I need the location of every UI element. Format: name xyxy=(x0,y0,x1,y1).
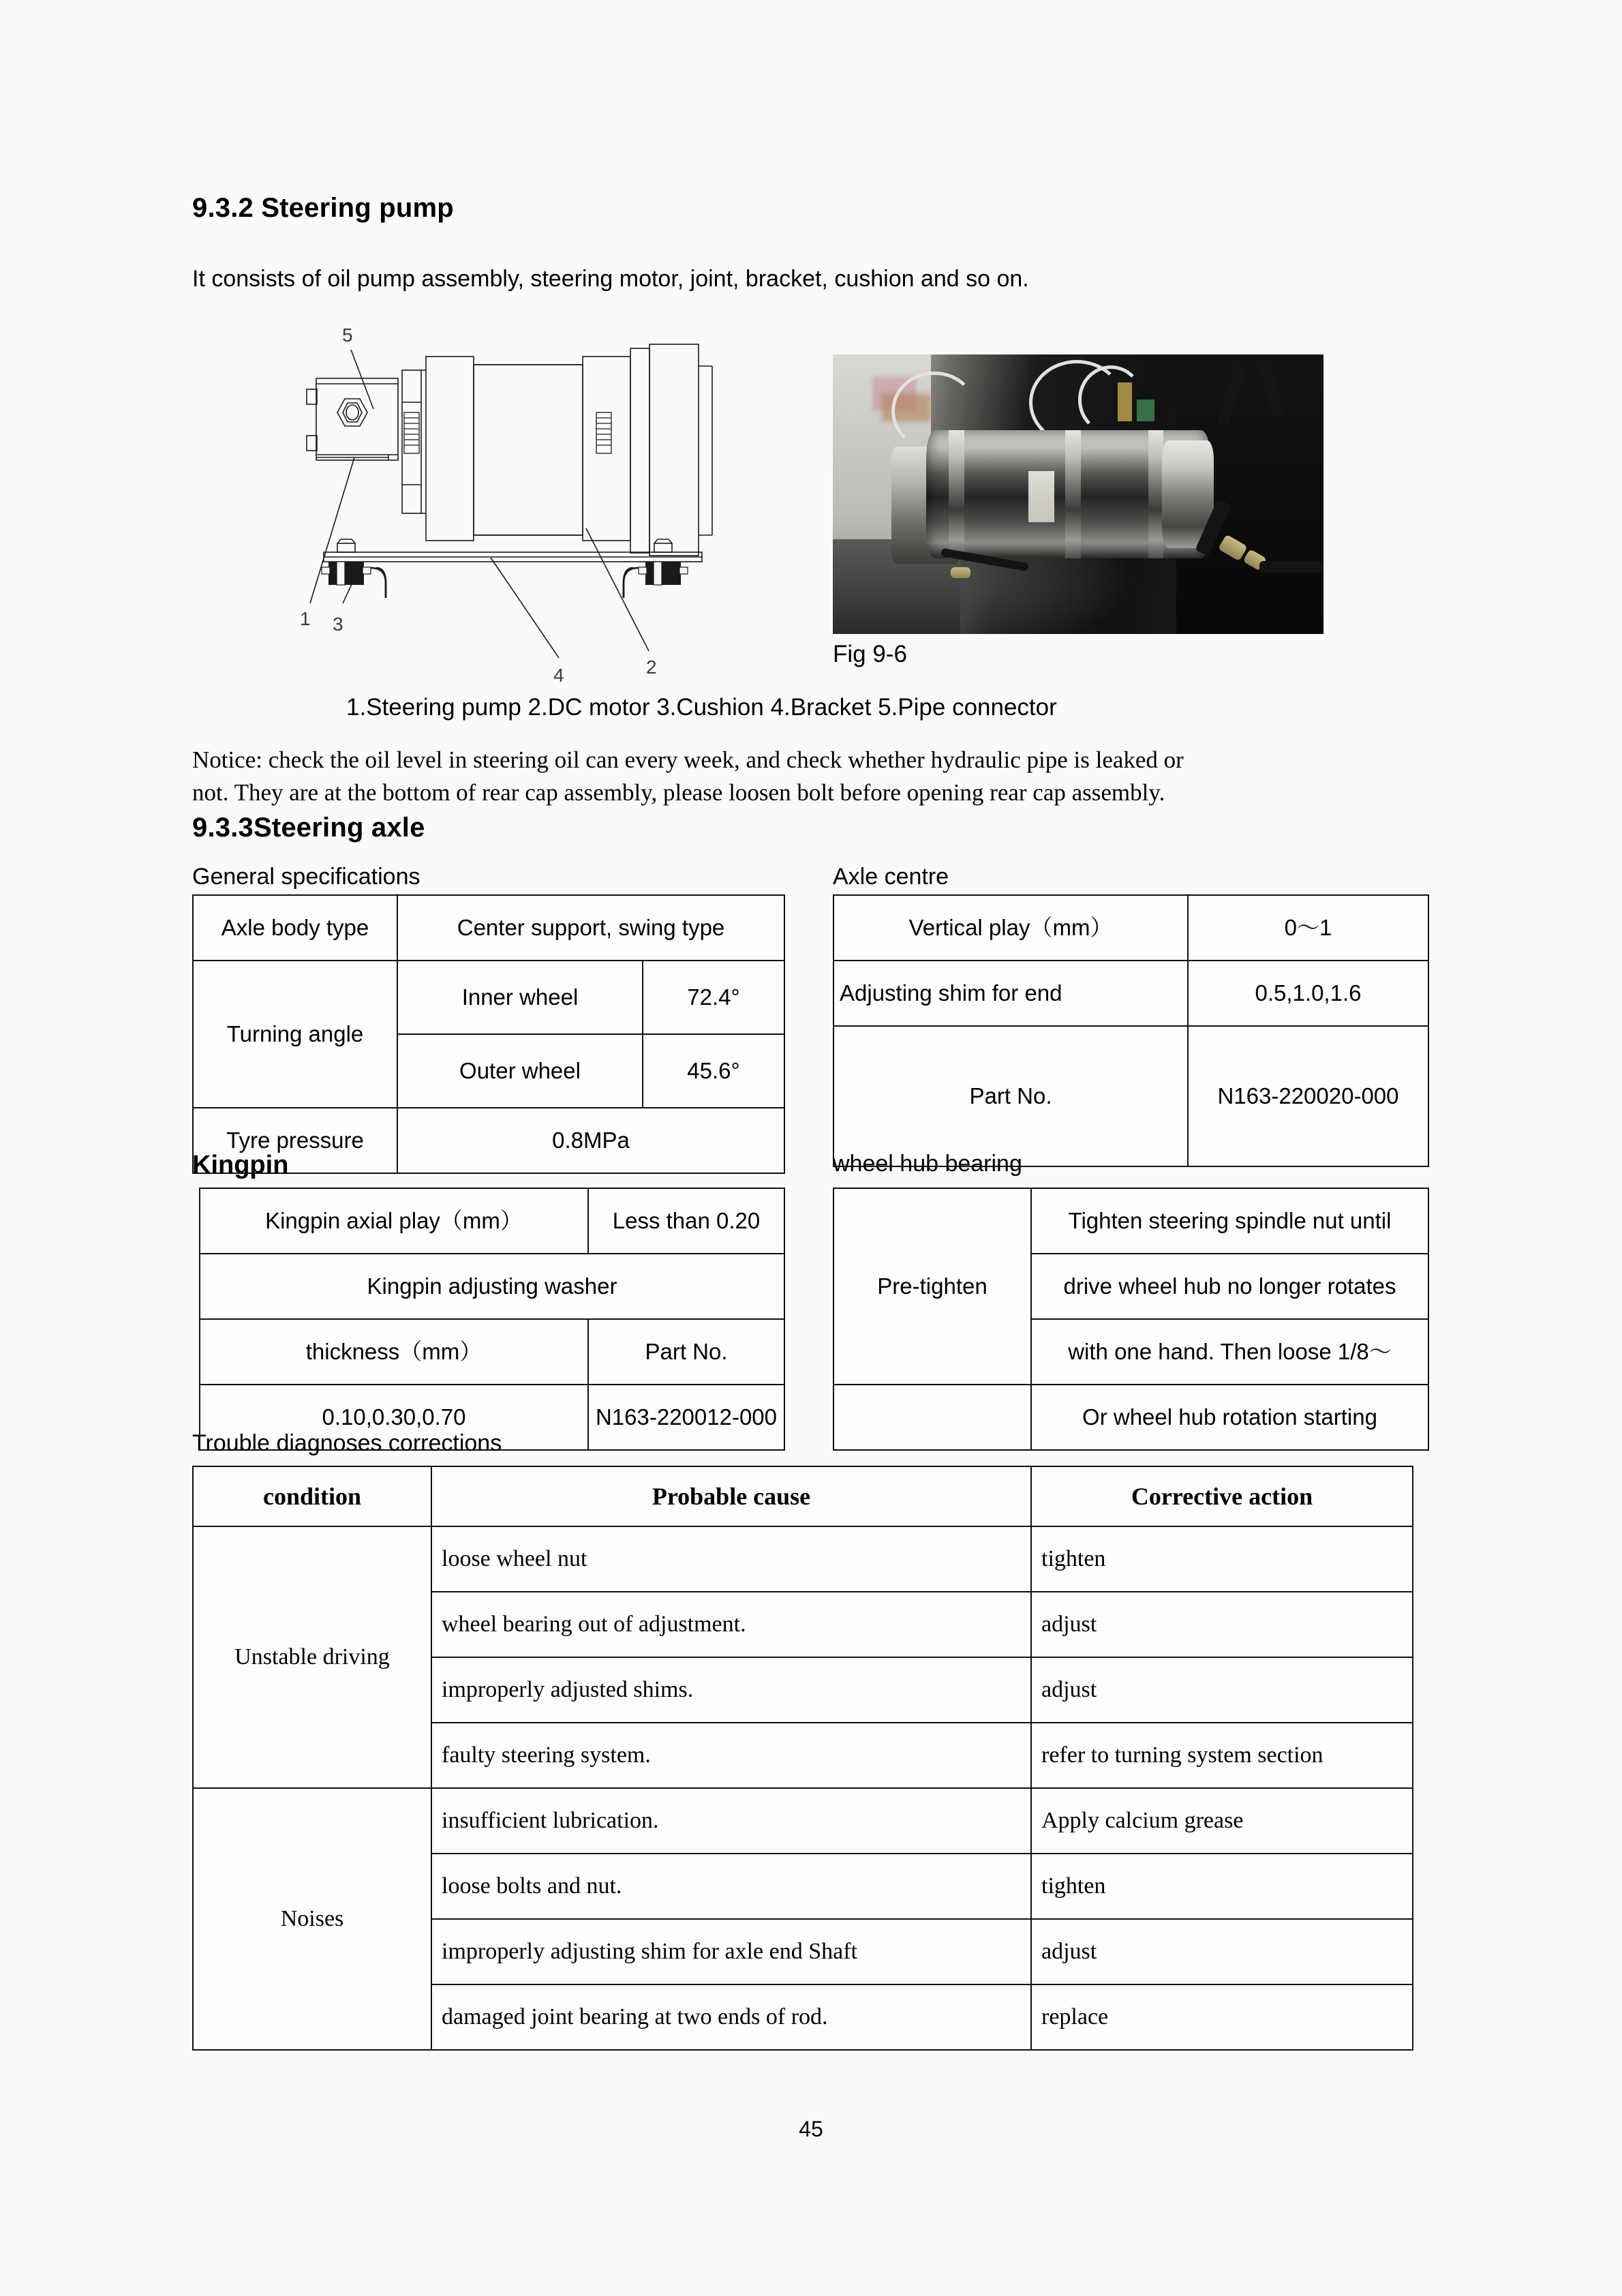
section-intro-text: It consists of oil pump assembly, steering motor, joint, bracket, cushion and so on. xyxy=(192,266,1029,292)
steering-pump-line-drawing xyxy=(286,310,791,686)
tyre-pressure-label: Tyre pressure xyxy=(193,1108,397,1173)
axle-centre-label: Axle centre xyxy=(833,864,949,890)
axle-centre-table xyxy=(833,894,1429,1167)
vertical-play-label: Vertical play（mm） xyxy=(833,895,1188,961)
header-probable-cause: Probable cause xyxy=(431,1466,1031,1526)
header-corrective-action: Corrective action xyxy=(1031,1466,1413,1526)
wheel-hub-empty-cell xyxy=(833,1385,1031,1450)
callout-2: 2 xyxy=(646,656,657,678)
pre-tighten-label: Pre-tighten xyxy=(833,1188,1031,1385)
adjusting-shim-label: Adjusting shim for end xyxy=(833,961,1188,1026)
kingpin-washer-title: Kingpin adjusting washer xyxy=(200,1254,784,1319)
kingpin-axial-play-value: Less than 0.20 xyxy=(588,1188,784,1254)
action-cell: tighten xyxy=(1031,1854,1413,1919)
action-cell: tighten xyxy=(1031,1526,1413,1592)
table-row xyxy=(193,895,784,961)
cause-cell: loose bolts and nut. xyxy=(431,1854,1031,1919)
page-number: 45 xyxy=(799,2117,823,2141)
axle-part-no-value: N163-220020-000 xyxy=(1188,1026,1428,1166)
pre-tighten-line-1: Tighten steering spindle nut until xyxy=(1031,1188,1428,1254)
section-heading-9-3-2: 9.3.2 Steering pump xyxy=(192,193,454,223)
table-row xyxy=(193,1526,1413,1592)
table-row xyxy=(833,895,1428,961)
inner-wheel-label: Inner wheel xyxy=(397,961,643,1034)
outer-wheel-label: Outer wheel xyxy=(397,1034,643,1108)
kingpin-axial-play-label: Kingpin axial play（mm） xyxy=(200,1188,588,1254)
notice-line-1: Notice: check the oil level in steering oil can every week, and check whether hydraulic pipe is leaked or xyxy=(192,746,1184,773)
table-row xyxy=(193,961,784,1034)
steering-pump-photo xyxy=(833,354,1323,634)
table-row xyxy=(833,961,1428,1026)
trouble-diagnoses-table xyxy=(192,1466,1413,2051)
table-row xyxy=(200,1188,784,1254)
table-row xyxy=(200,1254,784,1319)
condition-noises: Noises xyxy=(193,1788,431,2050)
inner-wheel-value: 72.4° xyxy=(643,961,784,1034)
pre-tighten-line-3: with one hand. Then loose 1/8～ xyxy=(1031,1319,1428,1385)
turning-angle-label: Turning angle xyxy=(193,961,397,1108)
notice-line-2: not. They are at the bottom of rear cap assembly, please loosen bolt before opening rear cap assembly. xyxy=(192,779,1165,806)
vertical-play-value: 0～1 xyxy=(1188,895,1428,961)
axle-body-type-label: Axle body type xyxy=(193,895,397,961)
trouble-diagnoses-label: Trouble diagnoses corrections xyxy=(192,1430,502,1456)
condition-unstable-driving: Unstable driving xyxy=(193,1526,431,1788)
cause-cell: improperly adjusted shims. xyxy=(431,1657,1031,1723)
action-cell: replace xyxy=(1031,1984,1413,2050)
wheel-hub-rotation-note: Or wheel hub rotation starting xyxy=(1031,1385,1428,1450)
action-cell: refer to turning system section xyxy=(1031,1723,1413,1788)
action-cell: Apply calcium grease xyxy=(1031,1788,1413,1854)
table-header-row xyxy=(193,1466,1413,1526)
tyre-pressure-value: 0.8MPa xyxy=(397,1108,784,1173)
axle-body-type-value: Center support, swing type xyxy=(397,895,784,961)
cause-cell: insufficient lubrication. xyxy=(431,1788,1031,1854)
action-cell: adjust xyxy=(1031,1919,1413,1984)
callout-5: 5 xyxy=(342,324,353,346)
kingpin-partno-value: N163-220012-000 xyxy=(588,1385,784,1450)
kingpin-thickness-header: thickness（mm） xyxy=(200,1319,588,1385)
table-row xyxy=(200,1319,784,1385)
general-specifications-table xyxy=(192,894,785,1174)
table-row xyxy=(193,1788,1413,1854)
axle-part-no-label: Part No. xyxy=(833,1026,1188,1166)
table-row xyxy=(833,1026,1428,1166)
general-specifications-label: General specifications xyxy=(192,864,420,890)
kingpin-partno-header: Part No. xyxy=(588,1319,784,1385)
action-cell: adjust xyxy=(1031,1592,1413,1657)
cause-cell: improperly adjusting shim for axle end Shaft xyxy=(431,1919,1031,1984)
kingpin-thickness-value: 0.10,0.30,0.70 xyxy=(200,1385,588,1450)
figure-caption: Fig 9-6 xyxy=(833,641,907,667)
wheel-hub-bearing-label: wheel hub bearing xyxy=(833,1151,1022,1177)
callout-3: 3 xyxy=(333,614,343,635)
cause-cell: loose wheel nut xyxy=(431,1526,1031,1592)
wheel-hub-bearing-table xyxy=(833,1188,1429,1451)
cause-cell: faulty steering system. xyxy=(431,1723,1031,1788)
outer-wheel-value: 45.6° xyxy=(643,1034,784,1108)
callout-4: 4 xyxy=(553,665,564,686)
header-condition: condition xyxy=(193,1466,431,1526)
table-row xyxy=(833,1188,1428,1254)
pre-tighten-line-2: drive wheel hub no longer rotates xyxy=(1031,1254,1428,1319)
figure-legend: 1.Steering pump 2.DC motor 3.Cushion 4.Bracket 5.Pipe connector xyxy=(346,694,1057,721)
cause-cell: damaged joint bearing at two ends of rod. xyxy=(431,1984,1031,2050)
callout-1: 1 xyxy=(300,608,311,629)
cause-cell: wheel bearing out of adjustment. xyxy=(431,1592,1031,1657)
kingpin-table xyxy=(199,1188,785,1451)
action-cell: adjust xyxy=(1031,1657,1413,1723)
table-row xyxy=(833,1385,1428,1450)
section-heading-9-3-3: 9.3.3Steering axle xyxy=(192,813,425,843)
adjusting-shim-value: 0.5,1.0,1.6 xyxy=(1188,961,1428,1026)
kingpin-label: Kingpin xyxy=(192,1151,289,1179)
